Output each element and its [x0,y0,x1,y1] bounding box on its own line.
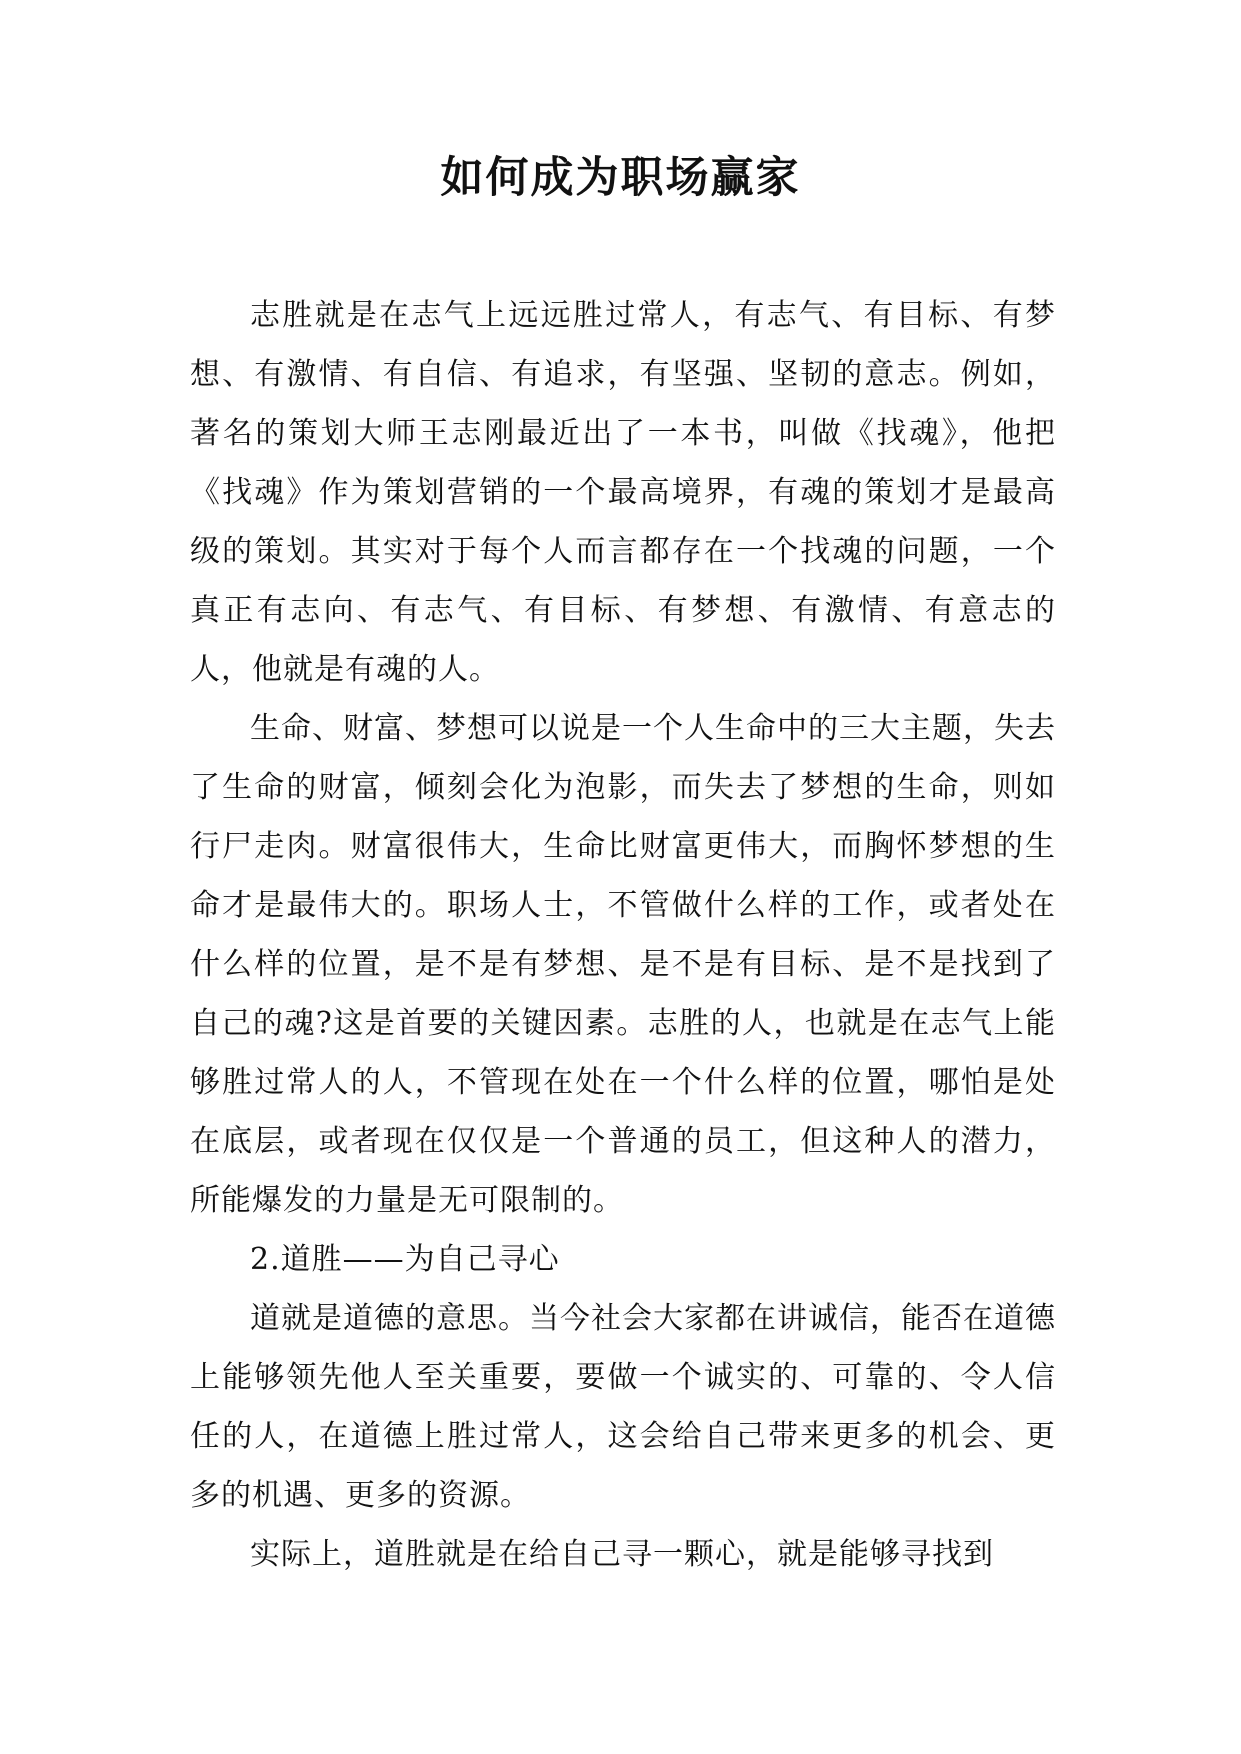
section-heading: 2.道胜——为自己寻心 [250,1242,560,1277]
document-title: 如何成为职场赢家 [440,153,801,203]
paragraph-2: 生命、财富、梦想可以说是一个人生命中的三大主题，失去了生命的财富，倾刻会化为泡影，而失去了梦想的生命，则如行尸走肉。财富很伟大，生命比财富更伟大，而胸怀梦想的生命才是最伟大的。职场人士，不管做什么样的工作，或者处在什么样的位置，是不是有梦想、是不是有目标、是不是找到了自己的魂?这是首要的关键因素。志胜的人，也就是在志气上能够胜过常人的人，不管现在处在一个什么样的位置，哪怕是处在底层，或者现在仅仅是一个普通的员工，但这种人的潜力，所能爆发的力量是无可限制的。 [190,711,1056,1218]
document-body [190,286,1056,1584]
paragraph-4: 实际上，道胜就是在给自己寻一颗心，就是能够寻找到 [250,1537,994,1572]
paragraph-3: 道就是道德的意思。当今社会大家都在讲诚信，能否在道德上能够领先他人至关重要，要做一个诚实的、可靠的、令人信任的人，在道德上胜过常人，这会给自己带来更多的机会、更多的机遇、更多的资源。 [190,1301,1056,1513]
paragraph-1: 志胜就是在志气上远远胜过常人，有志气、有目标、有梦想、有激情、有自信、有追求，有坚强、坚韧的意志。例如，著名的策划大师王志刚最近出了一本书，叫做《找魂》，他把《找魂》作为策划营销的一个最高境界，有魂的策划才是最高级的策划。其实对于每个人而言都存在一个找魂的问题，一个真正有志向、有志气、有目标、有梦想、有激情、有意志的人，他就是有魂的人。 [190,298,1056,687]
